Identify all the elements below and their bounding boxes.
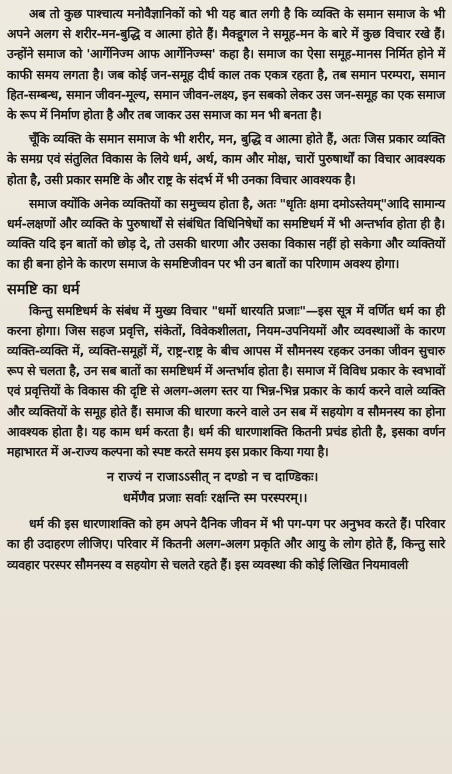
verse-line-2: धर्मेणैव प्रजाः सर्वाः रक्षन्ति स्म परस्परम्।। bbox=[123, 490, 308, 506]
verse-line-1: न राज्यं न राजाऽऽसीत् न दण्डो न च दाण्डिकः। bbox=[107, 469, 319, 485]
paragraph-group-mind: अब तो कुछ पाश्चात्य मनोवैज्ञानिकों को भी यह बात लगी है कि व्यक्ति के समान समाज के भी अपने अलग से शरीर-मन-बुद्धि व आत्मा होते हैं। मैक्डूगल ने समूह-मन के बारे में कुछ विचार रखे हैं। उन्होंने समाज को 'आर्गेनिज्म आफ आर्गेनिज्म्स' कहा है। समाज का ऐसा समूह-मानस निर्मित होने में काफी समय लगता है। जब कोई जन-समूह दीर्घ काल तक एकत्र रहता है, तब समान परम्परा, समान हित-सम्बन्ध, समान जीवन-मूल्य, समान जीवन-लक्ष्य, इन सबको लेकर उस जन-समूह का एक समाज के रूप में निर्माण होता है और तब जाकर उस समाज का मन भी बनता है। bbox=[7, 6, 445, 123]
paragraph-purusharthas: चूँकि व्यक्ति के समान समाज के भी शरीर, मन, बुद्धि व आत्मा होते हैं, अतः जिस प्रकार व्यक्ति के समग्र एवं संतुलित विकास के लिये धर्म, अर्थ, काम और मोक्ष, चारों पुरुषार्थों का विचार आवश्यक होता है, उसी प्रकार समष्टि के और राष्ट्र के संदर्भ में भी उनका विचार आवश्यक है। bbox=[7, 131, 445, 187]
paragraph-samashti-dharma: समाज क्योंकि अनेक व्यक्तियों का समुच्चय होता है, अतः "धृतिः क्षमा दमोऽस्तेयम्"आदि सामान्य धर्म-लक्षणों और व्यक्ति के पुरुषार्थों से संबंधित विधिनिषेधों का समष्टिधर्म में भी अन्तर्भाव होता ही है। व्यक्ति यदि इन बातों को छोड़ दे, तो उसकी धारणा और उसका विकास नहीं हो सकेगा और व्यक्तियों का ही बना होने के कारण समाज के समष्टिजीवन पर भी उन बातों का परिणाम अवश्य होगा। bbox=[7, 195, 445, 272]
sanskrit-verse bbox=[7, 466, 445, 508]
section-heading: समष्टि का धर्म bbox=[7, 281, 80, 298]
paragraph-family-example: धर्म की इस धारणाशक्ति को हम अपने दैनिक जीवन में भी पग-पग पर अनुभव करते हैं। परिवार का ही उदाहरण लीजिए। परिवार में कितनी अलग-अलग प्रकृति और आयु के लोग होते हैं, किन्तु सारे व्यवहार परस्पर सौमनस्य व सहयोग से चलते रहते हैं। इस व्यवस्था की कोई लिखित नियमावली bbox=[7, 516, 445, 572]
paragraph-dharma-sustains: किन्तु समष्टिधर्म के संबंध में मुख्य विचार "धर्मो धारयति प्रजाः"—इस सूत्र में वर्णित धर्म का ही करना होगा। जिस सहज प्रवृत्ति, संकेतों, विवेकशीलता, नियम-उपनियमों और व्यवस्थाओं के कारण व्यक्ति-व्यक्ति में, व्यक्ति-समूहों में, राष्ट्र-राष्ट्र के बीच आपस में सौमनस्य रहकर उनका जीवन सुचारु रूप से चलता है, उन सब बातों का समष्टिधर्म में अन्तर्भाव होता है। समाज में विविध प्रकार के स्वभावों एवं प्रवृत्तियों के विकास की दृष्टि से अलग-अलग स्तर या भिन्न-भिन्न प्रकार के कार्य करने वाले व्यक्ति और व्यक्तियों के समूह होते हैं। समाज की धारणा करने वाले उन सब में सहयोग व सौमनस्य का होना आवश्यक होता है। यह काम धर्म करता है। धर्म की धारणाशक्ति कितनी प्रचंड होती है, इसका वर्णन महाभारत में अ-राज्य कल्पना को स्पष्ट करते समय इस प्रकार किया गया है। bbox=[7, 302, 445, 460]
